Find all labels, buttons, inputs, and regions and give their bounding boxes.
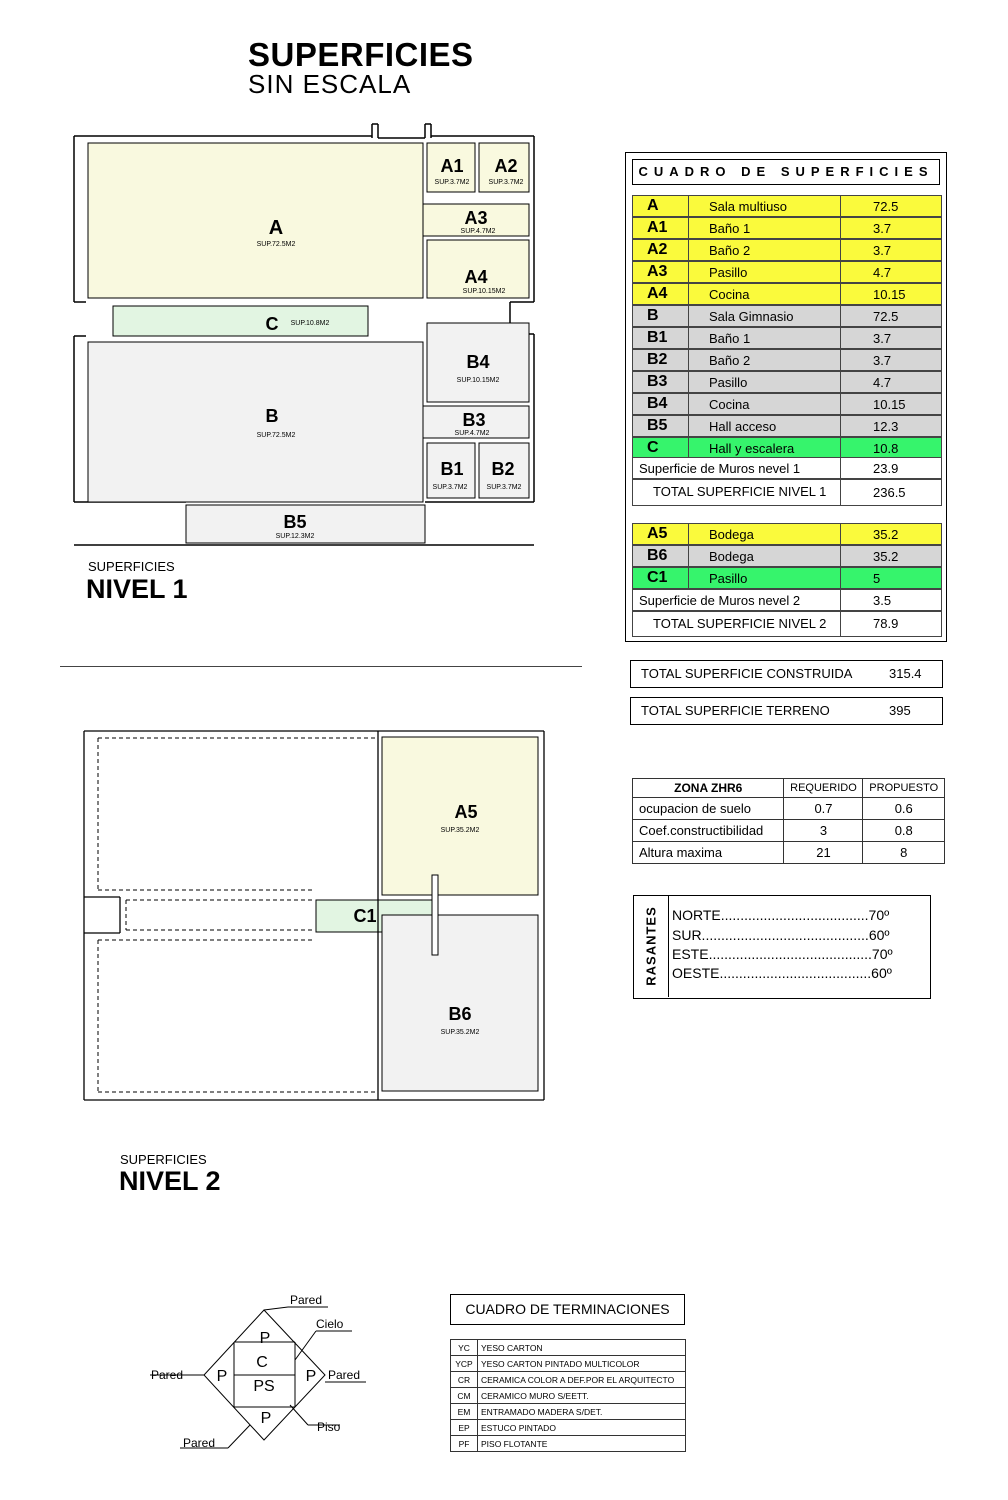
room-a-label: A [268,217,284,239]
room-b1-area: SUP.3.7M2 [432,484,468,491]
surface-row [632,283,942,305]
surface-row-code: A2 [633,240,689,260]
finishes-code: EM [451,1404,478,1420]
room-a4-label: A4 [464,267,488,287]
room-b-label: B [265,406,279,426]
rasante-line: OESTE.......................................60º [672,965,892,981]
surface-row [632,437,942,459]
room-c-area: SUP.10.8M2 [290,320,330,327]
finishes-desc: YESO CARTON PINTADO MULTICOLOR [478,1356,686,1372]
legend-p-left: P [216,1368,228,1385]
room-b-area: SUP.72.5M2 [256,432,296,439]
legend-pared-top: Pared [290,1293,323,1307]
finishes-row [451,1436,686,1452]
legend-pared-left: Pared [151,1368,184,1382]
surface-row-name: Bodega [689,546,841,566]
legend-pared-right: Pared [328,1368,361,1382]
legend-cielo: Cielo [316,1317,344,1331]
walls-level-2-row [632,589,942,611]
level-2-caption: NIVEL 2 [119,1166,221,1196]
total-level-2-label: TOTAL SUPERFICIE NIVEL 2 [633,612,841,636]
rasante-line: NORTE......................................70º [672,907,890,923]
surface-row-value: 4.7 [873,265,892,280]
total-built-value: 315.4 [889,666,922,681]
finishes-code: CM [451,1388,478,1404]
surface-row-code: A3 [633,262,689,282]
surface-row-code: A5 [633,524,689,544]
finishes-desc: CERAMICA COLOR A DEF.POR EL ARQUITECTO [478,1372,686,1388]
surface-row-name: Hall acceso [689,416,841,436]
surface-table [625,152,947,642]
finishes-row [451,1404,686,1420]
finishes-legend-diagram [140,1285,390,1465]
surface-row [632,239,942,261]
surface-row-name: Hall y escalera [689,438,841,458]
level-2-caption-small: SUPERFICIES [120,1152,207,1167]
surface-row-value: 3.7 [873,243,892,258]
surface-row-value: 35.2 [873,527,899,542]
finishes-code: CR [451,1372,478,1388]
surface-row-code: B4 [633,394,689,414]
zoning-col-required: REQUERIDO [784,779,863,798]
surface-row [632,217,942,239]
surface-row-value: 3.7 [873,353,892,368]
surface-row [632,415,942,437]
surface-row-value: 72.5 [873,199,899,214]
total-land-value: 395 [889,703,911,718]
walls-level-1-row [632,457,942,479]
walls-level-1-label: Superficie de Muros nevel 1 [633,458,841,478]
surface-row-name: Pasillo [689,262,841,282]
zoning-row-required: 3 [784,820,863,842]
legend-ps-center: PS [253,1378,275,1395]
finishes-row [451,1420,686,1436]
surface-row-name: Cocina [689,284,841,304]
surface-row-name: Pasillo [689,372,841,392]
legend-c-center: C [256,1354,268,1371]
zoning-row-label: Coef.constructibilidad [633,820,784,842]
total-land-box [630,697,943,725]
room-b5-area: SUP.12.3M2 [275,533,315,540]
finishes-table-title: CUADRO DE TERMINACIONES [450,1294,685,1325]
surface-row [632,349,942,371]
room-b4-area: SUP.10.15M2 [456,377,500,384]
finishes-code: PF [451,1436,478,1452]
surface-row-name: Baño 1 [689,218,841,238]
rasantes-box [633,895,931,999]
surface-row [632,305,942,327]
finishes-code: YC [451,1340,478,1356]
surface-row [632,371,942,393]
surface-row [632,523,942,545]
legend-p-bottom: P [260,1410,272,1427]
level-1-caption-small: SUPERFICIES [88,559,175,574]
level-1-caption: NIVEL 1 [86,574,188,604]
surface-row-value: 10.15 [873,287,906,302]
room-a2-area: SUP.3.7M2 [488,179,524,186]
surface-row-code: B6 [633,546,689,566]
finishes-code: EP [451,1420,478,1436]
surface-row-value: 12.3 [873,419,899,434]
rasantes-label: RASANTES [643,906,659,986]
surface-row [632,545,942,567]
finishes-desc: ESTUCO PINTADO [478,1420,686,1436]
room-b5-label: B5 [283,512,307,532]
surface-table-title: CUADRO DE SUPERFICIES [632,159,940,185]
page-subtitle: SIN ESCALA [248,69,412,99]
surface-row-name: Baño 2 [689,350,841,370]
room-b6-area: SUP.35.2M2 [440,1029,480,1036]
room-b6-label: B6 [448,1004,472,1024]
surface-row-value: 3.7 [873,331,892,346]
walls-level-1-value: 23.9 [873,461,899,476]
zoning-title: ZONA ZHR6 [633,779,784,798]
zoning-table [632,778,945,864]
section-divider [60,666,582,667]
finishes-code: YCP [451,1356,478,1372]
floor-plan-level-1 [0,0,600,560]
finishes-desc: CERAMICO MURO S/EETT. [478,1388,686,1404]
surface-row-code: C [633,438,689,458]
total-built-box [630,660,943,688]
finishes-row [451,1356,686,1372]
finishes-desc: PISO FLOTANTE [478,1436,686,1452]
surface-row-value: 5 [873,571,881,586]
legend-pared-bottom: Pared [183,1436,216,1450]
legend-p-top: P [259,1330,271,1347]
surface-row-name: Sala multiuso [689,196,841,216]
walls-level-2-label: Superficie de Muros nevel 2 [633,590,841,610]
zoning-row-proposed: 8 [863,842,945,864]
surface-row [632,327,942,349]
surface-row-name: Cocina [689,394,841,414]
rasante-line: ESTE..........................................70º [672,946,893,962]
total-level-2-row [632,611,942,637]
total-built-label: TOTAL SUPERFICIE CONSTRUIDA [641,666,853,681]
surface-row-code: A [633,196,689,216]
finishes-table [450,1339,686,1452]
room-b2-area: SUP.3.7M2 [486,484,522,491]
surface-row-name: Sala Gimnasio [689,306,841,326]
finishes-desc: YESO CARTON [478,1340,686,1356]
surface-row-value: 72.5 [873,309,899,324]
surface-row-value: 10.15 [873,397,906,412]
surface-row-name: Pasillo [689,568,841,588]
surface-row-code: B2 [633,350,689,370]
page-title: SUPERFICIES [248,36,474,73]
surface-row-code: B5 [633,416,689,436]
walls-level-2-value: 3.5 [873,593,892,608]
surface-row-code: B [633,306,689,326]
zoning-row-required: 21 [784,842,863,864]
surface-row-code: C1 [633,568,689,588]
surface-row-code: B3 [633,372,689,392]
legend-piso: Piso [317,1420,341,1434]
room-a-area: SUP.72.5M2 [256,241,296,248]
room-a3-label: A3 [464,208,488,228]
room-a5-label: A5 [454,802,478,822]
room-b3-area: SUP.4.7M2 [454,430,490,437]
room-b1-label: B1 [440,459,464,479]
room-b4-label: B4 [466,352,490,372]
surface-row [632,393,942,415]
zoning-row [633,820,945,842]
zoning-row-required: 0.7 [784,798,863,820]
room-b2-label: B2 [491,459,515,479]
finishes-desc: ENTRAMADO MADERA S/DET. [478,1404,686,1420]
finishes-row [451,1388,686,1404]
room-c-label: C [265,314,279,334]
surface-row [632,195,942,217]
room-a4-area: SUP.10.15M2 [462,288,506,295]
surface-row-name: Bodega [689,524,841,544]
surface-row-code: A1 [633,218,689,238]
total-level-2-value: 78.9 [873,616,899,631]
room-a2-label: A2 [494,156,518,176]
surface-row [632,261,942,283]
total-land-label: TOTAL SUPERFICIE TERRENO [641,703,830,718]
room-a3-area: SUP.4.7M2 [460,228,496,235]
surface-row-value: 3.7 [873,221,892,236]
room-c1-label: C1 [353,906,377,926]
zoning-row-label: Altura maxima [633,842,784,864]
zoning-row-label: ocupacion de suelo [633,798,784,820]
total-level-1-row [632,479,942,506]
surface-row [632,567,942,589]
legend-p-right: P [305,1368,317,1385]
surface-row-value: 35.2 [873,549,899,564]
surface-row-name: Baño 1 [689,328,841,348]
zoning-row-proposed: 0.6 [863,798,945,820]
room-a1-area: SUP.3.7M2 [434,179,470,186]
surface-row-value: 10.8 [873,441,899,456]
room-b3-label: B3 [462,410,486,430]
rasante-line: SUR...........................................60º [672,927,890,943]
finishes-row [451,1372,686,1388]
zoning-row [633,798,945,820]
surface-row-value: 4.7 [873,375,892,390]
zoning-row [633,842,945,864]
finishes-row [451,1340,686,1356]
surface-row-code: A4 [633,284,689,304]
floor-plan-level-2 [0,720,600,1120]
room-a1-label: A1 [440,156,464,176]
zoning-row-proposed: 0.8 [863,820,945,842]
total-level-1-label: TOTAL SUPERFICIE NIVEL 1 [633,480,841,505]
surface-row-name: Baño 2 [689,240,841,260]
room-a5-area: SUP.35.2M2 [440,827,480,834]
surface-row-code: B1 [633,328,689,348]
total-level-1-value: 236.5 [873,485,906,500]
zoning-col-proposed: PROPUESTO [863,779,945,798]
